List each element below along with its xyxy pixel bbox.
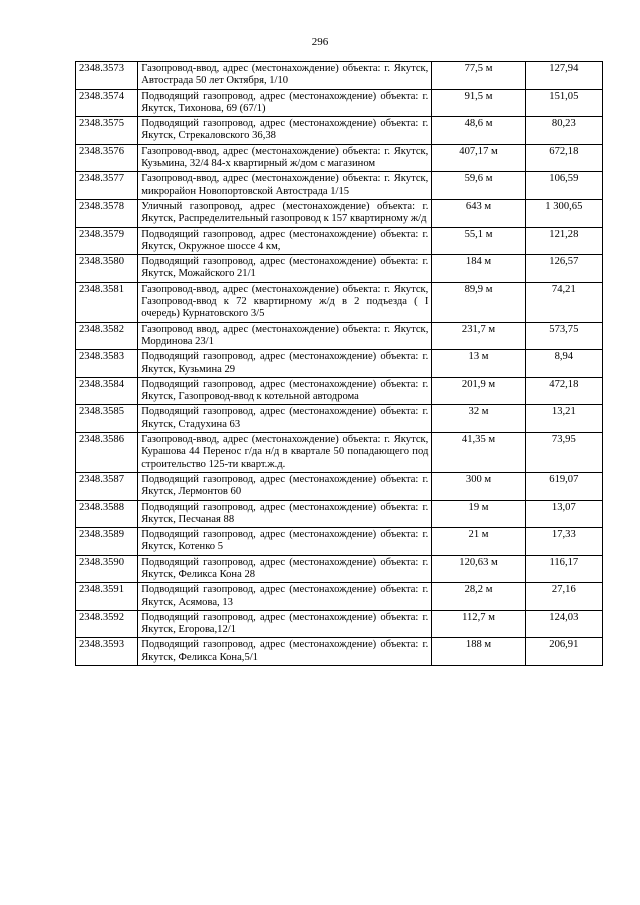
row-number-cell: 2348.3592 xyxy=(76,610,138,638)
table-row xyxy=(76,89,603,117)
row-length-cell: 231,7 м xyxy=(432,322,525,350)
row-description-cell: Уличный газопровод, адрес (местонахождение) объекта: г. Якутск, Распределительный газопровод к 157 квартирному ж/д xyxy=(138,199,432,227)
row-value-cell: 672,18 xyxy=(525,144,602,172)
row-value-cell: 80,23 xyxy=(525,117,602,145)
row-number-cell: 2348.3588 xyxy=(76,500,138,528)
row-value-cell: 8,94 xyxy=(525,350,602,378)
table-row xyxy=(76,172,603,200)
row-value-cell: 73,95 xyxy=(525,433,602,473)
row-number-cell: 2348.3581 xyxy=(76,282,138,322)
row-value-cell: 127,94 xyxy=(525,62,602,90)
row-description-cell: Подводящий газопровод, адрес (местонахождение) объекта: г. Якутск, Котенко 5 xyxy=(138,528,432,556)
row-length-cell: 19 м xyxy=(432,500,525,528)
row-length-cell: 643 м xyxy=(432,199,525,227)
row-value-cell: 206,91 xyxy=(525,638,602,666)
table-row xyxy=(76,405,603,433)
row-number-cell: 2348.3587 xyxy=(76,472,138,500)
row-description-cell: Газопровод ввод, адрес (местонахождение) объекта: г. Якутск, Мординова 23/1 xyxy=(138,322,432,350)
registry-table xyxy=(75,61,603,666)
row-number-cell: 2348.3583 xyxy=(76,350,138,378)
table-row xyxy=(76,583,603,611)
row-number-cell: 2348.3591 xyxy=(76,583,138,611)
table-row xyxy=(76,638,603,666)
row-description-cell: Подводящий газопровод, адрес (местонахождение) объекта: г. Якутск, Феликса Кона 28 xyxy=(138,555,432,583)
row-number-cell: 2348.3575 xyxy=(76,117,138,145)
row-length-cell: 112,7 м xyxy=(432,610,525,638)
row-number-cell: 2348.3593 xyxy=(76,638,138,666)
table-row xyxy=(76,322,603,350)
table-row xyxy=(76,62,603,90)
table-row xyxy=(76,528,603,556)
table-row xyxy=(76,610,603,638)
row-length-cell: 91,5 м xyxy=(432,89,525,117)
row-description-cell: Газопровод-ввод, адрес (местонахождение) объекта: г. Якутск, Автострада 50 лет Октября, 1/10 xyxy=(138,62,432,90)
row-description-cell: Подводящий газопровод, адрес (местонахождение) объекта: г. Якутск, Стадухина 63 xyxy=(138,405,432,433)
row-number-cell: 2348.3582 xyxy=(76,322,138,350)
row-number-cell: 2348.3578 xyxy=(76,199,138,227)
row-description-cell: Подводящий газопровод, адрес (местонахождение) объекта: г. Якутск, Газопровод-ввод к котельной автодрома xyxy=(138,377,432,405)
row-number-cell: 2348.3577 xyxy=(76,172,138,200)
row-number-cell: 2348.3580 xyxy=(76,255,138,283)
page-number: 296 xyxy=(311,36,329,48)
table-row xyxy=(76,282,603,322)
row-length-cell: 89,9 м xyxy=(432,282,525,322)
row-value-cell: 121,28 xyxy=(525,227,602,255)
row-number-cell: 2348.3573 xyxy=(76,62,138,90)
row-length-cell: 41,35 м xyxy=(432,433,525,473)
table-row xyxy=(76,199,603,227)
row-value-cell: 619,07 xyxy=(525,472,602,500)
row-length-cell: 201,9 м xyxy=(432,377,525,405)
row-length-cell: 28,2 м xyxy=(432,583,525,611)
row-description-cell: Подводящий газопровод, адрес (местонахождение) объекта: г. Якутск, Егорова,12/1 xyxy=(138,610,432,638)
row-description-cell: Газопровод-ввод, адрес (местонахождение) объекта: г. Якутск, микрорайон Новопортовской Автострада 1/15 xyxy=(138,172,432,200)
row-length-cell: 407,17 м xyxy=(432,144,525,172)
row-number-cell: 2348.3585 xyxy=(76,405,138,433)
row-number-cell: 2348.3576 xyxy=(76,144,138,172)
table-row xyxy=(76,377,603,405)
row-description-cell: Газопровод-ввод, адрес (местонахождение) объекта: г. Якутск, Газопровод-ввод к 72 квартирному ж/д в 2 подъезда ( I очередь) Курнатовского 3/5 xyxy=(138,282,432,322)
row-number-cell: 2348.3590 xyxy=(76,555,138,583)
row-description-cell: Подводящий газопровод, адрес (местонахождение) объекта: г. Якутск, Лермонтов 60 xyxy=(138,472,432,500)
row-length-cell: 120,63 м xyxy=(432,555,525,583)
row-value-cell: 472,18 xyxy=(525,377,602,405)
row-length-cell: 13 м xyxy=(432,350,525,378)
table-row xyxy=(76,555,603,583)
row-length-cell: 55,1 м xyxy=(432,227,525,255)
row-value-cell: 116,17 xyxy=(525,555,602,583)
row-description-cell: Подводящий газопровод, адрес (местонахождение) объекта: г. Якутск, Кузьмина 29 xyxy=(138,350,432,378)
table-row xyxy=(76,472,603,500)
row-description-cell: Подводящий газопровод, адрес (местонахождение) объекта: г. Якутск, Песчаная 88 xyxy=(138,500,432,528)
row-length-cell: 300 м xyxy=(432,472,525,500)
row-value-cell: 74,21 xyxy=(525,282,602,322)
row-value-cell: 126,57 xyxy=(525,255,602,283)
row-value-cell: 151,05 xyxy=(525,89,602,117)
row-length-cell: 77,5 м xyxy=(432,62,525,90)
row-value-cell: 13,07 xyxy=(525,500,602,528)
row-description-cell: Газопровод-ввод, адрес (местонахождение) объекта: г. Якутск, Кузьмина, 32/4 84-х квартирный ж/дом с магазином xyxy=(138,144,432,172)
row-value-cell: 27,16 xyxy=(525,583,602,611)
row-value-cell: 106,59 xyxy=(525,172,602,200)
row-value-cell: 124,03 xyxy=(525,610,602,638)
row-length-cell: 184 м xyxy=(432,255,525,283)
row-length-cell: 188 м xyxy=(432,638,525,666)
row-length-cell: 32 м xyxy=(432,405,525,433)
table-row xyxy=(76,500,603,528)
row-description-cell: Газопровод-ввод, адрес (местонахождение) объекта: г. Якутск, Курашова 44 Перенос г/да н/д в квартале 50 попадающего под строительство 125-ти кварт.ж.д. xyxy=(138,433,432,473)
row-length-cell: 21 м xyxy=(432,528,525,556)
registry-table-body xyxy=(76,62,603,666)
row-number-cell: 2348.3586 xyxy=(76,433,138,473)
row-number-cell: 2348.3584 xyxy=(76,377,138,405)
row-length-cell: 48,6 м xyxy=(432,117,525,145)
table-row xyxy=(76,144,603,172)
table-row xyxy=(76,227,603,255)
row-description-cell: Подводящий газопровод, адрес (местонахождение) объекта: г. Якутск, Можайского 21/1 xyxy=(138,255,432,283)
row-description-cell: Подводящий газопровод, адрес (местонахождение) объекта: г. Якутск, Асямова, 13 xyxy=(138,583,432,611)
row-number-cell: 2348.3579 xyxy=(76,227,138,255)
row-value-cell: 573,75 xyxy=(525,322,602,350)
row-description-cell: Подводящий газопровод, адрес (местонахождение) объекта: г. Якутск, Феликса Кона,5/1 xyxy=(138,638,432,666)
row-length-cell: 59,6 м xyxy=(432,172,525,200)
table-row xyxy=(76,350,603,378)
row-description-cell: Подводящий газопровод, адрес (местонахождение) объекта: г. Якутск, Окружное шоссе 4 км, xyxy=(138,227,432,255)
row-description-cell: Подводящий газопровод, адрес (местонахождение) объекта: г. Якутск, Стрекаловского 36,38 xyxy=(138,117,432,145)
table-row xyxy=(76,255,603,283)
row-number-cell: 2348.3574 xyxy=(76,89,138,117)
row-description-cell: Подводящий газопровод, адрес (местонахождение) объекта: г. Якутск, Тихонова, 69 (67/1) xyxy=(138,89,432,117)
table-row xyxy=(76,117,603,145)
row-value-cell: 13,21 xyxy=(525,405,602,433)
row-value-cell: 1 300,65 xyxy=(525,199,602,227)
table-row xyxy=(76,433,603,473)
row-number-cell: 2348.3589 xyxy=(76,528,138,556)
row-value-cell: 17,33 xyxy=(525,528,602,556)
